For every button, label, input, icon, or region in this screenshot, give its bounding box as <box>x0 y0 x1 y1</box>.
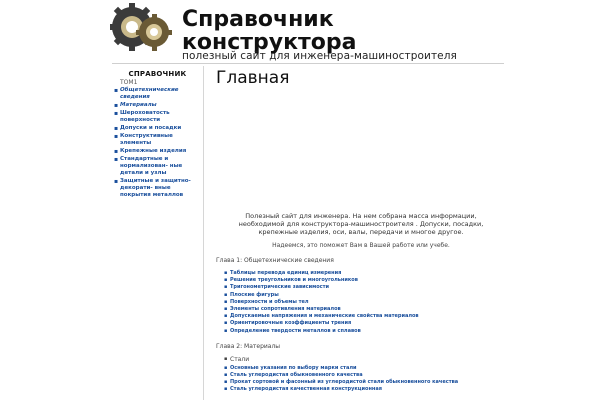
intro-line: Полезный сайт для инженера. На нем собрана масса информации, <box>245 212 477 220</box>
sidebar-item-roughness[interactable]: ▪ Шероховатость поверхности <box>112 110 203 124</box>
sidebar-menu <box>112 87 203 199</box>
page-title: Главная <box>216 68 290 88</box>
sidebar-item-design-elements[interactable]: ▪ Конструктивные элементы <box>112 133 203 147</box>
chapter1-link[interactable]: ▪ Определение твердости металлов и сплавов <box>224 328 506 335</box>
chapter2-link[interactable]: ▪ Сталь углеродистая качественная конструкционная <box>224 386 506 393</box>
chapter2-link[interactable]: ▪ Основные указания по выбору марки стали <box>224 365 506 372</box>
chapter1-title: Глава 1: Общетехнические сведения <box>216 257 334 264</box>
site-title-line2[interactable]: конструктора <box>182 30 357 55</box>
chapter2-link[interactable]: ▪ Сталь углеродистая обыкновенного качества <box>224 372 506 379</box>
chapter1-link[interactable]: ▪ Допускаемые напряжения и механические свойства материалов <box>224 313 506 320</box>
chapter1-link[interactable]: ▪ Ориентировочные коэффициенты трения <box>224 320 506 327</box>
sidebar-item-general[interactable]: ▪ Общетехнические сведения <box>112 87 203 101</box>
sidebar-subtitle: ТОМ1 <box>120 79 138 86</box>
sidebar-item-coatings[interactable]: ▪ Защитные и защитно-декорати- вные покрытия металлов <box>112 178 203 199</box>
chapter2-links <box>224 365 506 393</box>
site-title[interactable] <box>182 8 357 54</box>
intro-line: крепежные изделия, оси, валы, передачи и многое другое. <box>258 228 464 236</box>
main-content <box>216 66 506 393</box>
chapter2-group-steels: ▪ Стали <box>224 356 506 363</box>
gears-logo-icon[interactable] <box>110 0 172 58</box>
hope-text: Надеемся, это поможет Вам в Вашей работе или учебе. <box>272 242 450 249</box>
chapter1-link[interactable]: ▪ Плоские фигуры <box>224 292 506 299</box>
sidebar-item-materials[interactable]: ▪ Материалы <box>112 102 203 109</box>
site-header <box>0 0 600 62</box>
site-tagline: полезный сайт для инженера-машиностроителя <box>182 50 457 62</box>
intro-line: необходимой для конструктора-машиностроителя . Допуски, посадки, <box>238 220 484 228</box>
header-divider <box>112 63 504 64</box>
intro-text <box>216 212 506 236</box>
sidebar-item-fasteners[interactable]: ▪ Крепежные изделия <box>112 148 203 155</box>
chapter1-link[interactable]: ▪ Таблицы перевода единиц измерения <box>224 270 506 277</box>
chapter1-links <box>224 270 506 335</box>
chapter2-link[interactable]: ▪ Прокат сортовой и фасонный из углеродистой стали обыкновенного качества <box>224 379 506 386</box>
sidebar <box>112 66 204 400</box>
chapter1-link[interactable]: ▪ Поверхности и объемы тел <box>224 299 506 306</box>
sidebar-item-standard-parts[interactable]: ▪ Стандартные и нормализован- ные детали и узлы <box>112 156 203 177</box>
sidebar-item-tolerances[interactable]: ▪ Допуски и посадки <box>112 125 203 132</box>
site-title-line1[interactable]: Справочник <box>182 7 334 32</box>
chapter2-title: Глава 2: Материалы <box>216 342 281 350</box>
chapter1-link[interactable]: ▪ Решение треугольников и многоугольников <box>224 277 506 284</box>
chapter1-link[interactable]: ▪ Элементы сопротивления материалов <box>224 306 506 313</box>
sidebar-title: СПРАВОЧНИК <box>128 70 187 78</box>
chapter1-link[interactable]: ▪ Тригонометрические зависимости <box>224 284 506 291</box>
